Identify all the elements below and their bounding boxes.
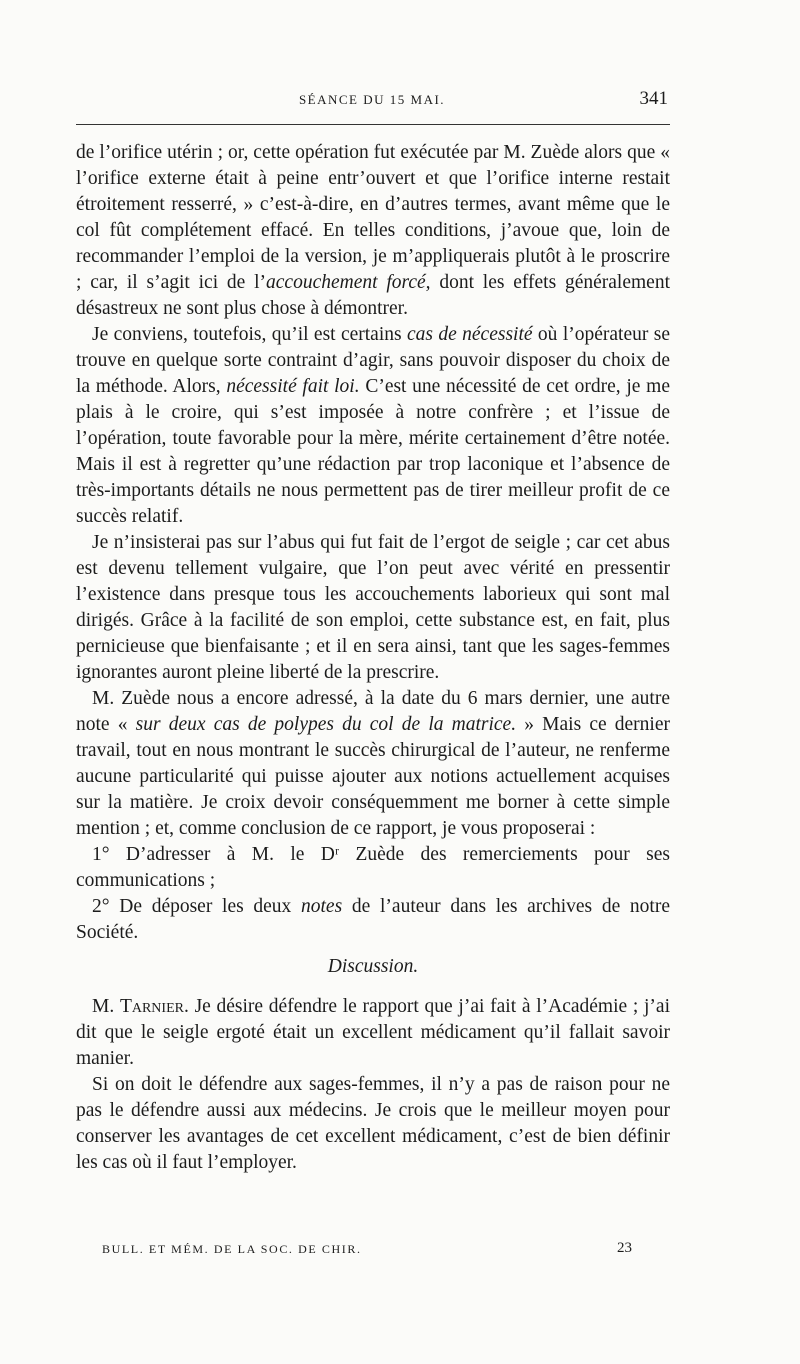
header-rule [76,124,670,125]
text-run: M. Zuède nous a encore adressé, à la date du 6 mars dernier, une autre note « [76,688,670,735]
footer-publication: BULL. ET MÉM. DE LA SOC. DE CHIR. [102,1242,362,1256]
footer [102,1240,632,1260]
paragraph [76,686,670,842]
text-run: . Je désire défendre le rapport que j’ai fait à l’Académie ; j’ai dit que le seigle ergoté était un excellent médicament qu’il fallait savoir manier. [76,996,670,1069]
italic-phrase: cas de nécessité [406,324,533,345]
text-run: dont les effets généralement désastreux ne sont plus chose à démontrer. [76,272,670,319]
discussion-paragraph [76,1072,670,1176]
text-run: » Mais ce dernier travail, tout en nous montrant le succès chirurgical de l’auteur, ne renferme aucune particularité qui puisse ajouter aux notions actuellement acquises sur la matière. Je croix devoir conséquemment me borner à cette simple mention ; et, comme conclusion de ce rapport, je vous proposerai : [76,714,670,839]
paragraph [76,530,670,686]
running-title: SÉANCE DU 15 MAI. [298,92,446,107]
italic-phrase: notes [301,896,343,917]
text-run: Je n’insisterai pas sur l’abus qui fut fait de l’ergot de seigle ; car cet abus est devenu tellement vulgaire, que l’on peut avec vérité en pressentir l’existence dans presque tous les accouchements laborieux qui sont mal dirigés. Grâce à la facilité de son emploi, cette substance est, en fait, plus pernicieuse que bienfaisante ; et il en sera ainsi, tant que les sages-femmes ignorantes auront pleine liberté de la prescrire. [76,532,670,683]
running-head [76,88,668,116]
speaker-name: Tarnier [119,996,184,1017]
discussion-heading: Discussion. [327,956,419,977]
italic-phrase: sur deux cas de polypes du col de la matrice. [135,714,517,735]
text-run: 1° D’adresser à M. le Dʳ Zuède des remerciements pour ses communications ; [76,844,670,891]
text-run: de l’orifice utérin ; or, cette opération fut exécutée par M. Zuède alors que « l’orifice externe était à peine entr’ouvert et que l’orifice interne restait étroitement resserré, » c’est-à-dire, en d’autres termes, avant même que le col fût complétement effacé. En telles conditions, j’avoue que, loin de recommander l’emploi de la version, je m’appliquerais plutôt à le proscrire ; car, il s’agit ici de l’ [76,142,670,293]
signature-mark: 23 [617,1240,632,1256]
discussion-paragraph [76,994,670,1072]
page-number: 341 [639,88,668,109]
body-text [76,140,670,1176]
text-run: M. [92,996,120,1017]
text-run: de l’auteur dans les archives de notre Société. [76,896,670,943]
paragraph [76,140,670,322]
text-run: 2° De déposer les deux [92,896,302,917]
italic-phrase: nécessité fait loi. [226,376,360,397]
text-run: C’est une nécessité de cet ordre, je me plais à le croire, qui s’est imposée à notre confrère ; et l’issue de l’opération, toute favorable pour la mère, mérite certainement d’être notée. Mais il est à regretter qu’une rédaction par trop laconique et l’absence de très-importants détails ne nous permettent pas de tirer meilleur profit de ce succès relatif. [76,376,670,527]
conclusion-item [76,842,670,894]
text-run: où l’opérateur se trouve en quelque sorte contraint d’agir, sans pouvoir disposer du choix de la méthode. Alors, [76,324,670,397]
conclusion-item [76,894,670,946]
italic-phrase: accouchement forcé, [266,272,431,293]
text-run: Si on doit le défendre aux sages-femmes, il n’y a pas de raison pour ne pas le défendre aussi aux médecins. Je crois que le meilleur moyen pour conserver les avantages de cet excellent médicament, c’est de bien définir les cas où il faut l’employer. [76,1074,670,1173]
paragraph [76,322,670,530]
text-run: Je conviens, toutefois, qu’il est certains [92,324,407,345]
